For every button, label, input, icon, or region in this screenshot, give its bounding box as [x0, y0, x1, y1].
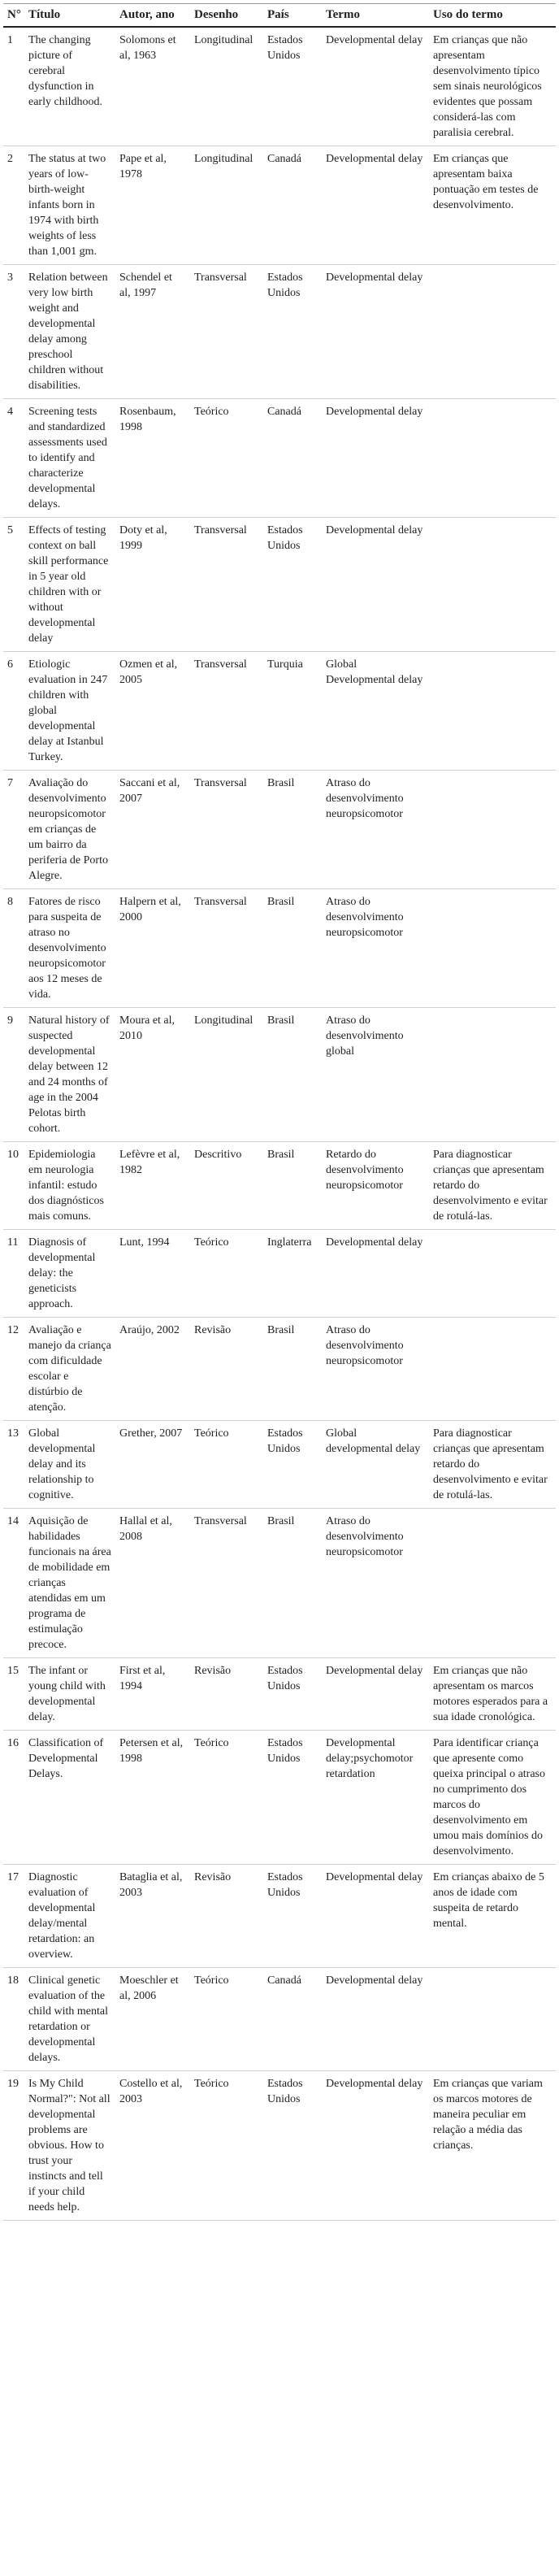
row-design: Revisão: [190, 1318, 263, 1421]
row-term-usage: Para diagnosticar crianças que apresentam retardo do desenvolvimento e evitar de rotulá-las.: [429, 1142, 556, 1230]
row-term: Developmental delay;psychomotor retardation: [322, 1731, 429, 1865]
row-term-usage: [429, 652, 556, 771]
row-design: Teórico: [190, 399, 263, 518]
table-row: [3, 1731, 556, 1865]
row-country: Canadá: [263, 1968, 322, 2071]
header-term-usage: Uso do termo: [429, 4, 556, 28]
row-country: Brasil: [263, 1008, 322, 1142]
row-title: Epidemiologia em neurologia infantil: estudo dos diagnósticos mais comuns.: [24, 1142, 115, 1230]
row-design: Longitudinal: [190, 27, 263, 146]
row-author-year: Ozmen et al, 2005: [115, 652, 190, 771]
row-title: Avaliação do desenvolvimento neuropsicomotor em crianças de um bairro da periferia de Porto Alegre.: [24, 771, 115, 889]
table-row: [3, 399, 556, 518]
row-number: 9: [3, 1008, 24, 1142]
row-author-year: Pape et al, 1978: [115, 146, 190, 265]
row-country: Estados Unidos: [263, 518, 322, 652]
row-author-year: Moeschler et al, 2006: [115, 1968, 190, 2071]
header-author-year: Autor, ano: [115, 4, 190, 28]
row-design: Transversal: [190, 771, 263, 889]
row-term-usage: [429, 1318, 556, 1421]
header-design: Desenho: [190, 4, 263, 28]
row-term-usage: [429, 889, 556, 1008]
row-number: 18: [3, 1968, 24, 2071]
row-country: Brasil: [263, 1142, 322, 1230]
table-row: [3, 652, 556, 771]
row-title: Aquisição de habilidades funcionais na área de mobilidade em crianças atendidas em um programa de estimulação precoce.: [24, 1509, 115, 1658]
row-author-year: First et al, 1994: [115, 1658, 190, 1731]
row-term-usage: [429, 518, 556, 652]
row-term: Developmental delay: [322, 27, 429, 146]
row-design: Revisão: [190, 1658, 263, 1731]
row-country: Estados Unidos: [263, 1658, 322, 1731]
table-row: [3, 889, 556, 1008]
header-country: País: [263, 4, 322, 28]
row-term-usage: [429, 1008, 556, 1142]
row-term-usage: [429, 1509, 556, 1658]
row-number: 8: [3, 889, 24, 1008]
header-number: N°: [3, 4, 24, 28]
row-design: Teórico: [190, 2071, 263, 2221]
row-term: Atraso do desenvolvimento neuropsicomotor: [322, 889, 429, 1008]
row-author-year: Moura et al, 2010: [115, 1008, 190, 1142]
row-title: Etiologic evaluation in 247 children with global developmental delay at Istanbul Turkey.: [24, 652, 115, 771]
row-term: Developmental delay: [322, 1865, 429, 1968]
table-row: [3, 1968, 556, 2071]
row-number: 11: [3, 1230, 24, 1318]
row-number: 19: [3, 2071, 24, 2221]
row-design: Longitudinal: [190, 1008, 263, 1142]
table-row: [3, 1509, 556, 1658]
header-row: [3, 4, 556, 28]
table-row: [3, 1318, 556, 1421]
row-author-year: Lefèvre et al, 1982: [115, 1142, 190, 1230]
row-design: Transversal: [190, 889, 263, 1008]
row-term: Atraso do desenvolvimento neuropsicomotor: [322, 771, 429, 889]
table-row: [3, 27, 556, 146]
table-row: [3, 1230, 556, 1318]
row-title: Relation between very low birth weight and developmental delay among preschool children without disabilities.: [24, 265, 115, 399]
row-term: Atraso do desenvolvimento neuropsicomotor: [322, 1509, 429, 1658]
row-design: Transversal: [190, 265, 263, 399]
row-number: 14: [3, 1509, 24, 1658]
table-row: [3, 2071, 556, 2221]
row-title: Natural history of suspected developmental delay between 12 and 24 months of age in the 2004 Pelotas birth cohort.: [24, 1008, 115, 1142]
row-term-usage: Em crianças que variam os marcos motores de maneira peculiar em relação a média das crianças.: [429, 2071, 556, 2221]
row-number: 6: [3, 652, 24, 771]
row-title: Diagnostic evaluation of developmental delay/mental retardation: an overview.: [24, 1865, 115, 1968]
row-country: Canadá: [263, 399, 322, 518]
row-author-year: Petersen et al, 1998: [115, 1731, 190, 1865]
row-term: Developmental delay: [322, 265, 429, 399]
row-title: Clinical genetic evaluation of the child with mental retardation or developmental delays.: [24, 1968, 115, 2071]
row-author-year: Araújo, 2002: [115, 1318, 190, 1421]
row-term: Developmental delay: [322, 399, 429, 518]
header-term: Termo: [322, 4, 429, 28]
row-term-usage: Em crianças que apresentam baixa pontuação em testes de desenvolvimento.: [429, 146, 556, 265]
table-row: [3, 1658, 556, 1731]
row-country: Estados Unidos: [263, 265, 322, 399]
row-author-year: Schendel et al, 1997: [115, 265, 190, 399]
row-country: Brasil: [263, 771, 322, 889]
row-author-year: Rosenbaum, 1998: [115, 399, 190, 518]
row-author-year: Hallal et al, 2008: [115, 1509, 190, 1658]
row-number: 12: [3, 1318, 24, 1421]
row-term: Developmental delay: [322, 1230, 429, 1318]
row-author-year: Solomons et al, 1963: [115, 27, 190, 146]
table-row: [3, 1421, 556, 1509]
row-author-year: Lunt, 1994: [115, 1230, 190, 1318]
row-author-year: Doty et al, 1999: [115, 518, 190, 652]
row-author-year: Costello et al, 2003: [115, 2071, 190, 2221]
row-term: Developmental delay: [322, 518, 429, 652]
header-title: Título: [24, 4, 115, 28]
row-design: Revisão: [190, 1865, 263, 1968]
table-body: [3, 27, 556, 2221]
row-term: Retardo do desenvolvimento neuropsicomotor: [322, 1142, 429, 1230]
row-design: Teórico: [190, 1731, 263, 1865]
row-term-usage: [429, 1230, 556, 1318]
articles-table: [3, 3, 556, 2221]
row-country: Turquia: [263, 652, 322, 771]
row-author-year: Bataglia et al, 2003: [115, 1865, 190, 1968]
row-design: Transversal: [190, 1509, 263, 1658]
row-term-usage: [429, 399, 556, 518]
row-country: Brasil: [263, 1318, 322, 1421]
row-country: Estados Unidos: [263, 1731, 322, 1865]
table-row: [3, 1142, 556, 1230]
row-design: Transversal: [190, 652, 263, 771]
row-term-usage: Para identificar criança que apresente como queixa principal o atraso no cumprimento dos marcos do desenvolvimento em umou mais domínios do desenvolvimento.: [429, 1731, 556, 1865]
row-title: Diagnosis of developmental delay: the geneticists approach.: [24, 1230, 115, 1318]
row-title: The status at two years of low-birth-weight infants born in 1974 with birth weights of less than 1,001 gm.: [24, 146, 115, 265]
row-term-usage: Em crianças que não apresentam desenvolvimento típico sem sinais neurológicos evidentes que possam considerá-las com paralisia cerebral.: [429, 27, 556, 146]
row-country: Canadá: [263, 146, 322, 265]
row-design: Teórico: [190, 1230, 263, 1318]
row-title: Global developmental delay and its relationship to cognitive.: [24, 1421, 115, 1509]
row-term: Developmental delay: [322, 2071, 429, 2221]
row-term: Developmental delay: [322, 1658, 429, 1731]
row-term: Developmental delay: [322, 1968, 429, 2071]
row-title: Screening tests and standardized assessments used to identify and characterize developmental delays.: [24, 399, 115, 518]
row-country: Inglaterra: [263, 1230, 322, 1318]
row-number: 3: [3, 265, 24, 399]
row-term-usage: Para diagnosticar crianças que apresentam retardo do desenvolvimento e evitar de rotulá-las.: [429, 1421, 556, 1509]
row-author-year: Grether, 2007: [115, 1421, 190, 1509]
row-term: Global Developmental delay: [322, 652, 429, 771]
table-row: [3, 1865, 556, 1968]
row-design: Teórico: [190, 1968, 263, 2071]
row-title: Avaliação e manejo da criança com dificuldade escolar e distúrbio de atenção.: [24, 1318, 115, 1421]
row-term: Global developmental delay: [322, 1421, 429, 1509]
row-term-usage: Em crianças abaixo de 5 anos de idade com suspeita de retardo mental.: [429, 1865, 556, 1968]
row-title: Effects of testing context on ball skill performance in 5 year old children with or without developmental delay: [24, 518, 115, 652]
row-number: 4: [3, 399, 24, 518]
row-author-year: Saccani et al, 2007: [115, 771, 190, 889]
row-country: Brasil: [263, 1509, 322, 1658]
row-design: Transversal: [190, 518, 263, 652]
row-country: Estados Unidos: [263, 1865, 322, 1968]
table-row: [3, 146, 556, 265]
row-number: 2: [3, 146, 24, 265]
row-term-usage: Em crianças que não apresentam os marcos motores esperados para a sua idade cronológica.: [429, 1658, 556, 1731]
table-row: [3, 771, 556, 889]
row-number: 16: [3, 1731, 24, 1865]
row-term-usage: [429, 1968, 556, 2071]
row-design: Teórico: [190, 1421, 263, 1509]
row-term-usage: [429, 265, 556, 399]
row-design: Longitudinal: [190, 146, 263, 265]
row-country: Brasil: [263, 889, 322, 1008]
row-author-year: Halpern et al, 2000: [115, 889, 190, 1008]
row-country: Estados Unidos: [263, 1421, 322, 1509]
row-title: Is My Child Normal?": Not all developmental problems are obvious. How to trust your instincts and tell if your child needs help.: [24, 2071, 115, 2221]
row-number: 10: [3, 1142, 24, 1230]
row-design: Descritivo: [190, 1142, 263, 1230]
row-country: Estados Unidos: [263, 2071, 322, 2221]
row-number: 7: [3, 771, 24, 889]
table-row: [3, 518, 556, 652]
row-term: Atraso do desenvolvimento neuropsicomotor: [322, 1318, 429, 1421]
table-row: [3, 265, 556, 399]
row-number: 5: [3, 518, 24, 652]
row-title: Classification of Developmental Delays.: [24, 1731, 115, 1865]
table-header: [3, 4, 556, 28]
row-number: 15: [3, 1658, 24, 1731]
row-title: Fatores de risco para suspeita de atraso no desenvolvimento neuropsicomotor aos 12 meses de vida.: [24, 889, 115, 1008]
table-row: [3, 1008, 556, 1142]
row-title: The changing picture of cerebral dysfunction in early childhood.: [24, 27, 115, 146]
row-number: 17: [3, 1865, 24, 1968]
row-number: 1: [3, 27, 24, 146]
row-country: Estados Unidos: [263, 27, 322, 146]
row-number: 13: [3, 1421, 24, 1509]
row-term: Developmental delay: [322, 146, 429, 265]
row-term-usage: [429, 771, 556, 889]
row-term: Atraso do desenvolvimento global: [322, 1008, 429, 1142]
row-title: The infant or young child with developmental delay.: [24, 1658, 115, 1731]
